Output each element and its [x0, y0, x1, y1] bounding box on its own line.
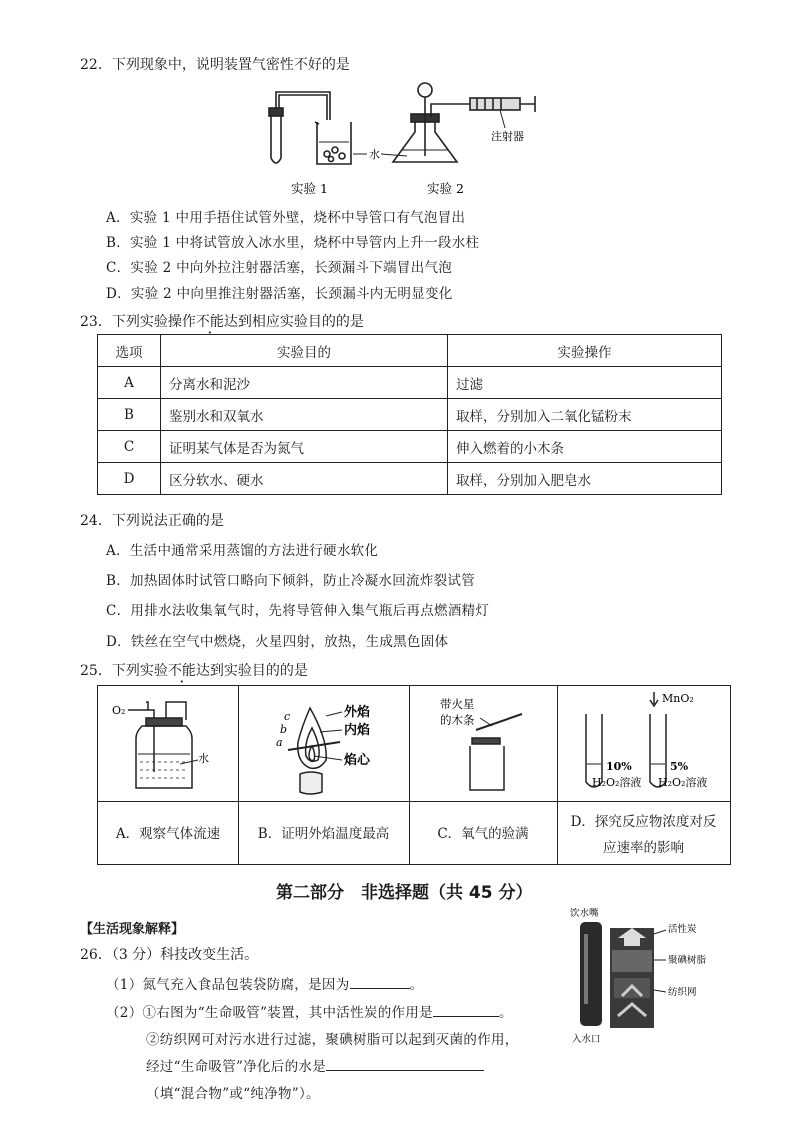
- syringe-label: 注射器: [491, 130, 524, 143]
- q23-table: [97, 334, 722, 495]
- beaker-icon: [315, 122, 351, 164]
- mouthpiece-label: 饮水嘴: [570, 908, 599, 919]
- table-header-row: [98, 335, 722, 367]
- label-b: b: [280, 723, 288, 736]
- q26-part2-line4: （填“混合物”或“纯净物”）。: [146, 1086, 320, 1102]
- oxygen-label: O₂: [112, 704, 126, 717]
- row-a-option: A: [98, 367, 161, 399]
- left-concentration: 10%: [606, 760, 632, 773]
- test-tube-icon: [269, 92, 330, 163]
- q26-part2-line3-text: 经过“生命吸管”净化后的水是: [146, 1059, 327, 1075]
- water-inlet-label: 入水口: [572, 1034, 601, 1045]
- q25-stem-part-b: 达到实验目的的是: [195, 663, 308, 679]
- label-c: c: [284, 710, 291, 723]
- q24-stem: 24．下列说法正确的是: [80, 513, 224, 529]
- q22-option-d: D．实验 2 中向里推注射器活塞，长颈漏斗内无明显变化: [106, 286, 453, 302]
- caption-b: B．证明外焰温度最高: [257, 826, 390, 842]
- caption-d-line1: D．探究反应物浓度对反: [570, 814, 717, 830]
- q24-option-d: D．铁丝在空气中燃烧，火星四射，放热，生成黑色固体: [106, 634, 449, 650]
- header-option: 选项: [98, 335, 161, 367]
- candle-flame-figure: [248, 690, 408, 798]
- water-label: 水: [369, 148, 380, 161]
- left-solution: H₂O₂溶液: [592, 776, 642, 789]
- q25-stem-emphasis: 不能: [167, 663, 196, 679]
- section-heading: 【生活现象解释】: [80, 922, 185, 937]
- q22-option-c: C．实验 2 中向外拉注射器活塞，长颈漏斗下端冒出气泡: [106, 260, 453, 276]
- q26-stem: 26．（3 分）科技改变生活。: [80, 947, 259, 963]
- table-row: [98, 399, 722, 431]
- q25-stem: [80, 660, 308, 680]
- inner-flame-label: 内焰: [344, 723, 371, 738]
- table-row: [98, 463, 722, 495]
- q25-table: [97, 685, 731, 865]
- row-b-purpose: 鉴别水和双氧水: [161, 399, 448, 431]
- header-operation: 实验操作: [448, 335, 722, 367]
- q25-stem-part-a: 25．下列实验: [80, 663, 168, 679]
- label-a: a: [276, 736, 283, 749]
- experiment-1-label: 实验 1: [291, 181, 328, 196]
- row-c-option: C: [98, 431, 161, 463]
- q22-stem: 22．下列现象中，说明装置气密性不好的是: [80, 57, 350, 73]
- part2-title: 第二部分 非选择题（共 45 分）: [276, 883, 533, 903]
- q24-option-a: A．生活中通常采用蒸馏的方法进行硬水软化: [106, 543, 379, 559]
- q26-part2-line2: ②纺织网可对污水进行过滤，聚碘树脂可以起到灭菌的作用，: [146, 1032, 519, 1048]
- q26-part2: [106, 1001, 513, 1021]
- table-row: [98, 431, 722, 463]
- q23-stem-part-b: 达到相应实验目的的是: [223, 314, 364, 330]
- caption-c: C．氧气的验满: [437, 826, 529, 842]
- row-c-operation: 伸入燃着的小木条: [448, 431, 722, 463]
- answer-blank-1[interactable]: [350, 974, 410, 989]
- q26-part1-text: （1）氮气充入食品包装袋防腐，是因为: [106, 977, 350, 993]
- gas-wash-bottle-figure: [108, 692, 233, 797]
- row-a-operation: 过滤: [448, 367, 722, 399]
- splint-label-line2: 的木条: [440, 713, 475, 727]
- right-concentration: 5%: [670, 760, 689, 773]
- header-purpose: 实验目的: [161, 335, 448, 367]
- flame-core-label: 焰心: [344, 753, 371, 768]
- q23-stem-emphasis: 不能: [195, 314, 224, 330]
- row-d-purpose: 区分软水、硬水: [161, 463, 448, 495]
- catalyst-label: MnO₂: [662, 692, 694, 705]
- q22-option-b: B．实验 1 中将试管放入冰水里，烧杯中导管内上升一段水柱: [106, 235, 480, 251]
- right-solution: H₂O₂溶液: [658, 776, 708, 789]
- q24-option-b: B．加热固体时试管口略向下倾斜，防止冷凝水回流炸裂试管: [106, 573, 476, 589]
- row-a-purpose: 分离水和泥沙: [161, 367, 448, 399]
- q26-part1-end: 。: [409, 977, 424, 993]
- row-d-option: D: [98, 463, 161, 495]
- textile-mesh-label: 纺织网: [668, 987, 697, 998]
- q24-option-c: C．用排水法收集氧气时，先将导管伸入集气瓶后再点燃酒精灯: [106, 603, 490, 619]
- caption-d-line2: 应速率的影响: [603, 840, 684, 856]
- iodine-resin-label: 聚碘树脂: [668, 955, 707, 966]
- row-d-operation: 取样，分别加入肥皂水: [448, 463, 722, 495]
- outer-flame-label: 外焰: [344, 705, 371, 720]
- answer-blank-2[interactable]: [433, 1002, 499, 1017]
- gas-jar-figure: [420, 690, 550, 798]
- caption-a: A．观察气体流速: [115, 826, 221, 842]
- row-c-purpose: 证明某气体是否为氮气: [161, 431, 448, 463]
- q23-stem-part-a: 23．下列实验操作: [80, 314, 196, 330]
- test-tubes-figure: [564, 688, 724, 798]
- life-straw-figure: [570, 908, 720, 1046]
- experiment-2-label: 实验 2: [427, 181, 464, 196]
- q22-apparatus-figure: [255, 80, 545, 198]
- row-b-option: B: [98, 399, 161, 431]
- answer-blank-3[interactable]: [326, 1056, 484, 1071]
- row-b-operation: 取样，分别加入二氧化锰粉末: [448, 399, 722, 431]
- flask-icon: [393, 83, 470, 162]
- table-row: [98, 367, 722, 399]
- q26-part2-end: 。: [498, 1005, 513, 1021]
- q26-part2-line3: [146, 1055, 484, 1075]
- q26-part1: [106, 973, 423, 993]
- activated-carbon-label: 活性炭: [668, 924, 697, 935]
- q23-stem: [80, 311, 364, 331]
- q26-part2-text: （2）①右图为“生命吸管”装置，其中活性炭的作用是: [106, 1005, 433, 1021]
- splint-label-line1: 带火星: [440, 697, 475, 711]
- syringe-icon: [470, 96, 535, 112]
- q22-option-a: A．实验 1 中用手捂住试管外壁，烧杯中导管口有气泡冒出: [106, 210, 466, 226]
- water-label-a: 水: [198, 752, 209, 765]
